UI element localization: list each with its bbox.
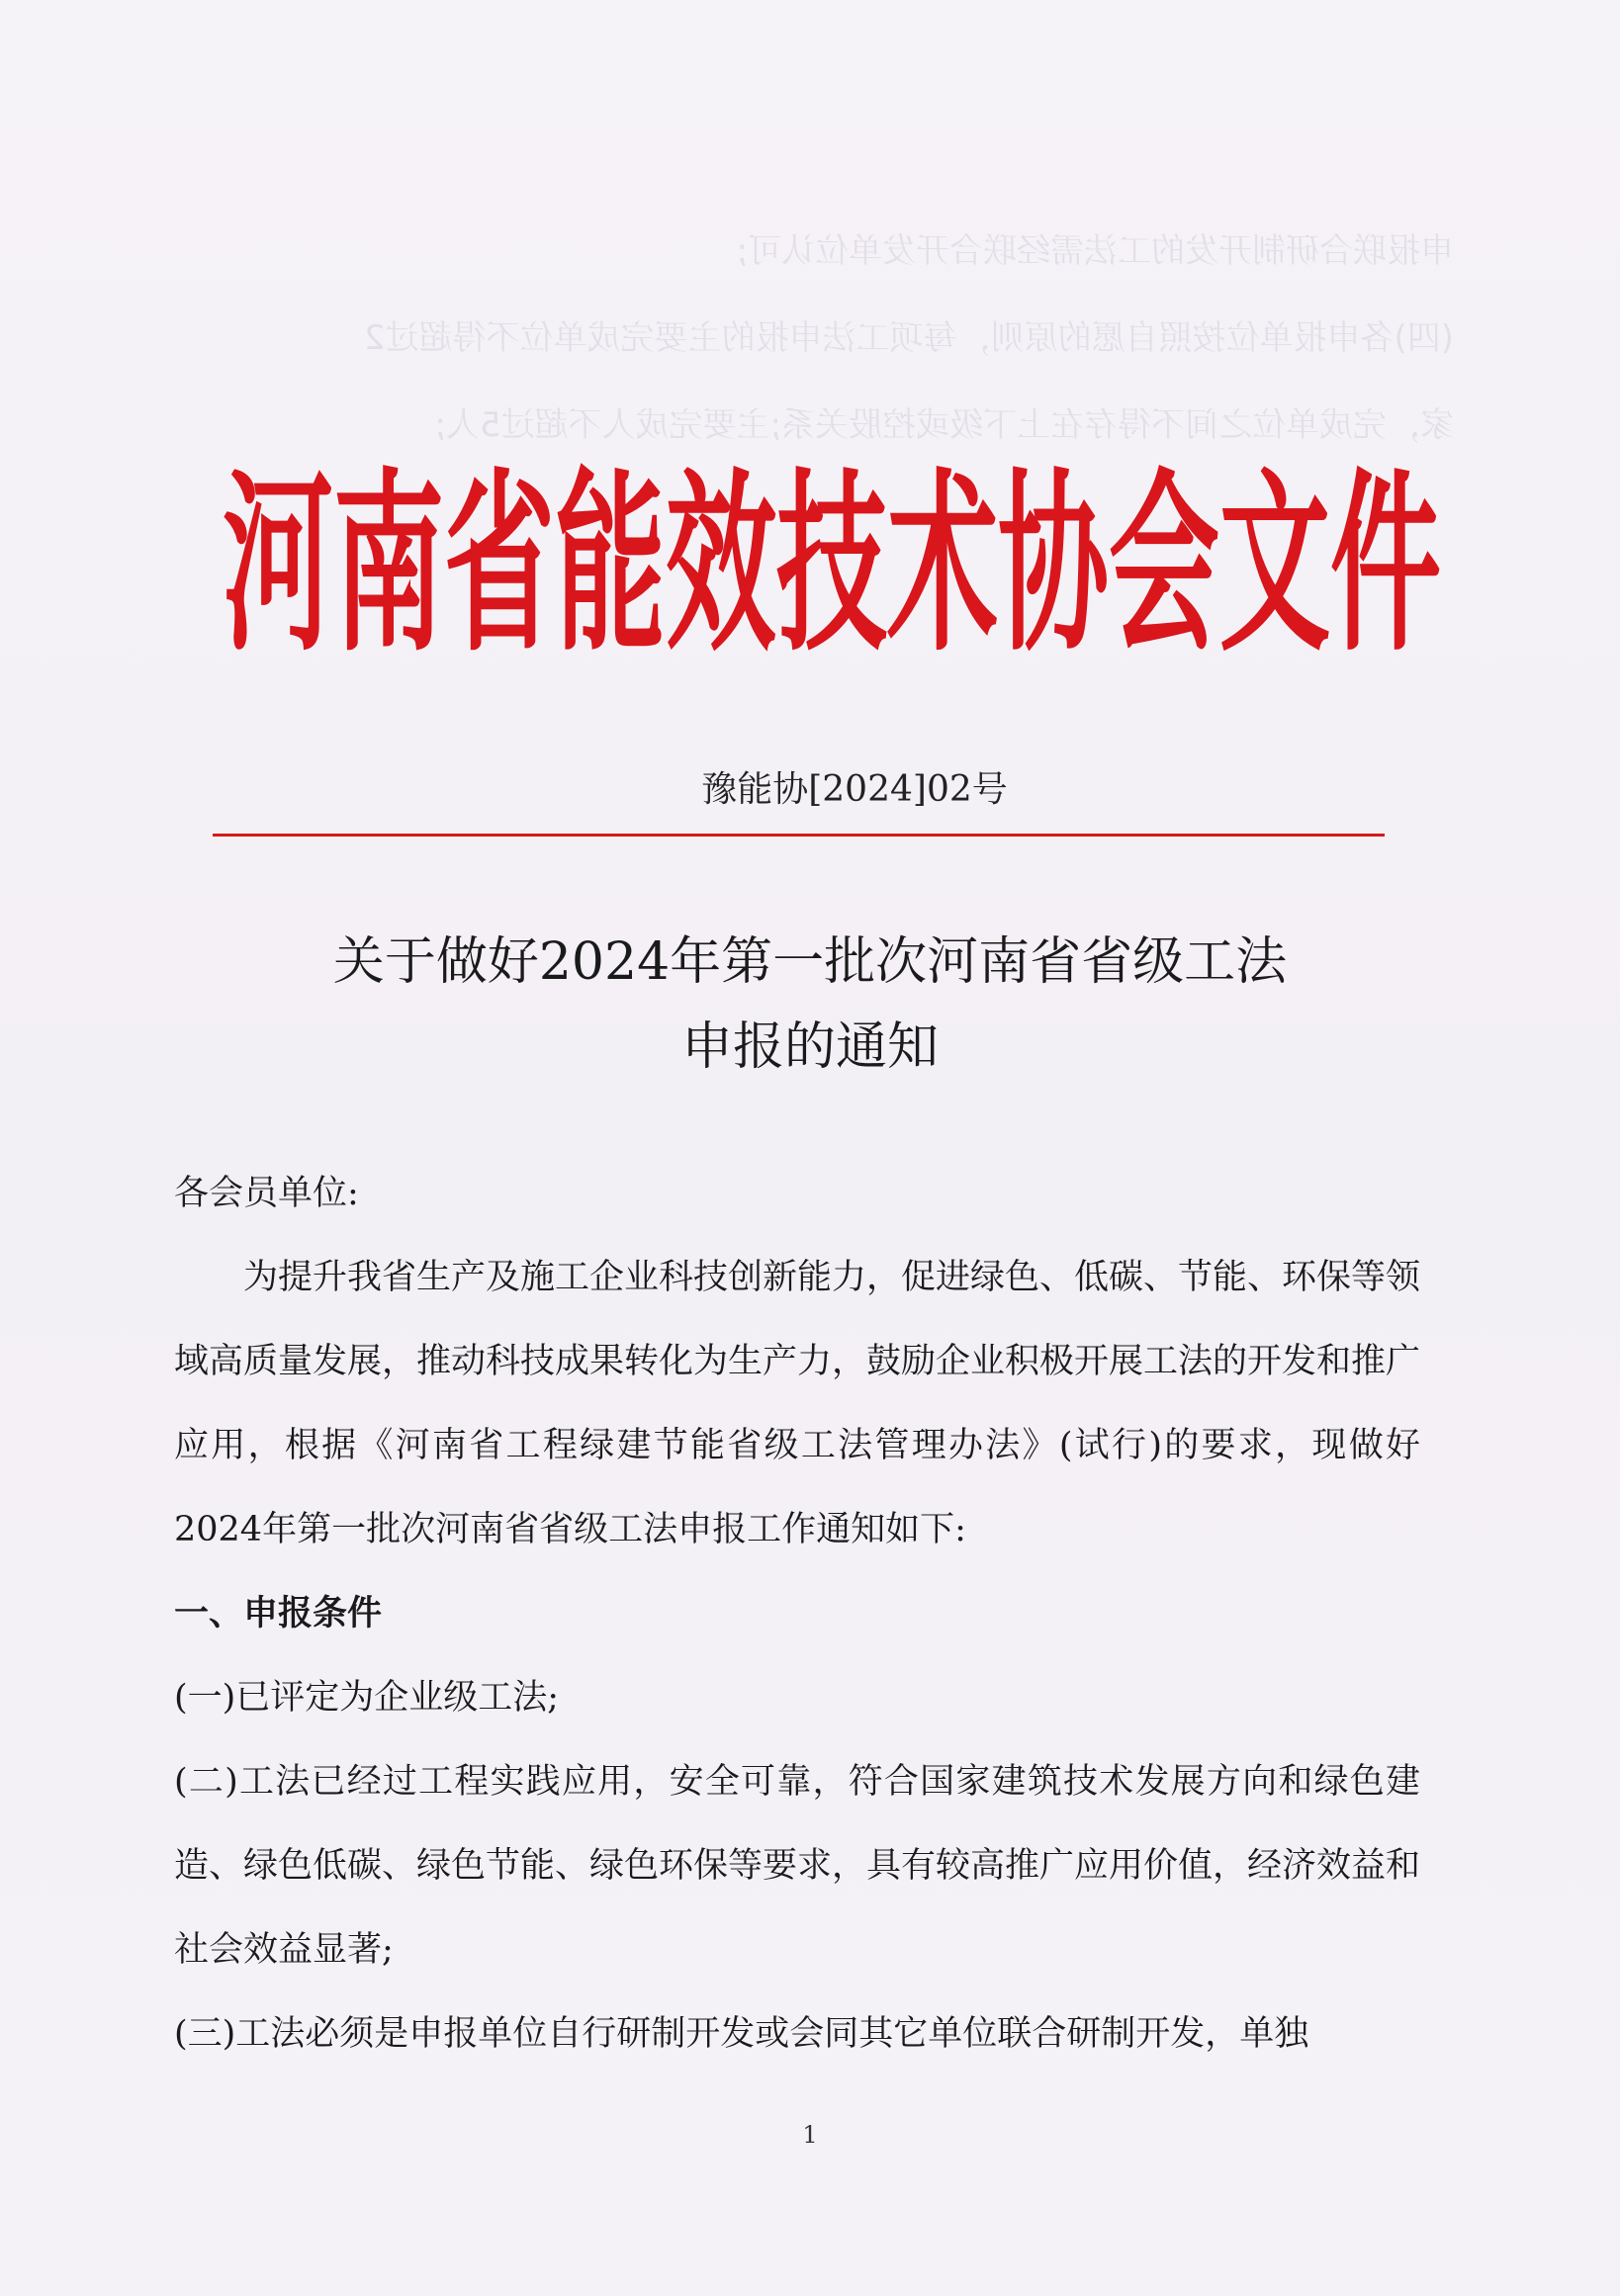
header-char: 能 bbox=[555, 452, 666, 678]
header-char: 协 bbox=[998, 452, 1109, 678]
header-char: 技 bbox=[776, 452, 887, 678]
red-header-title bbox=[223, 435, 1441, 678]
header-char: 省 bbox=[444, 452, 555, 678]
notice-title-line2: 申报的通知 bbox=[680, 1017, 939, 1077]
notice-title-line1: 关于做好2024年第一批次河南省省级工法 bbox=[332, 932, 1288, 992]
header-char: 会 bbox=[1109, 452, 1219, 678]
header-char: 术 bbox=[887, 452, 998, 678]
document-number: 豫能协[2024]02号 bbox=[701, 769, 1008, 810]
salutation: 各会员单位: bbox=[174, 1174, 359, 1213]
notice-body bbox=[174, 1152, 1420, 2076]
header-char: 河 bbox=[223, 452, 333, 678]
section-heading-conditions: 一、申报条件 bbox=[174, 1594, 383, 1634]
header-char: 件 bbox=[1330, 452, 1441, 678]
header-char: 效 bbox=[666, 452, 776, 678]
intro-paragraph: 为提升我省生产及施工企业科技创新能力，促进绿色、低碳、节能、环保等领域高质量发展，推动科技成果转化为生产力，鼓励企业积极开展工法的开发和推广应用，根据《河南省工程绿建节能省级工法管理办法》(试行)的要求，现做好2024年第一批次河南省省级工法申报工作通知如下: bbox=[174, 1258, 1421, 1549]
condition-item-1: (一)已评定为企业级工法; bbox=[174, 1678, 560, 1718]
reverse-side-bleed-through: 申报联合研制开发的工法需经联合开发单位认可; (四)各申报单位按照自愿的原则，每项工法申报的主要完成单位不得超过2 家，完成单位之间不得存在上下级或控股关系;主要完成人不超过5人; bbox=[363, 231, 1454, 445]
header-char: 文 bbox=[1219, 452, 1330, 678]
page-number: 1 bbox=[802, 2121, 818, 2149]
red-divider-line bbox=[213, 834, 1385, 837]
header-char: 南 bbox=[333, 452, 444, 678]
condition-item-2: (二)工法已经过工程实践应用，安全可靠，符合国家建筑技术发展方向和绿色建造、绿色低碳、绿色节能、绿色环保等要求，具有较高推广应用价值，经济效益和社会效益显著; bbox=[174, 1762, 1421, 1970]
notice-title bbox=[0, 920, 1620, 1090]
condition-item-3: (三)工法必须是申报单位自行研制开发或会同其它单位联合研制开发，单独 bbox=[174, 2014, 1309, 2054]
